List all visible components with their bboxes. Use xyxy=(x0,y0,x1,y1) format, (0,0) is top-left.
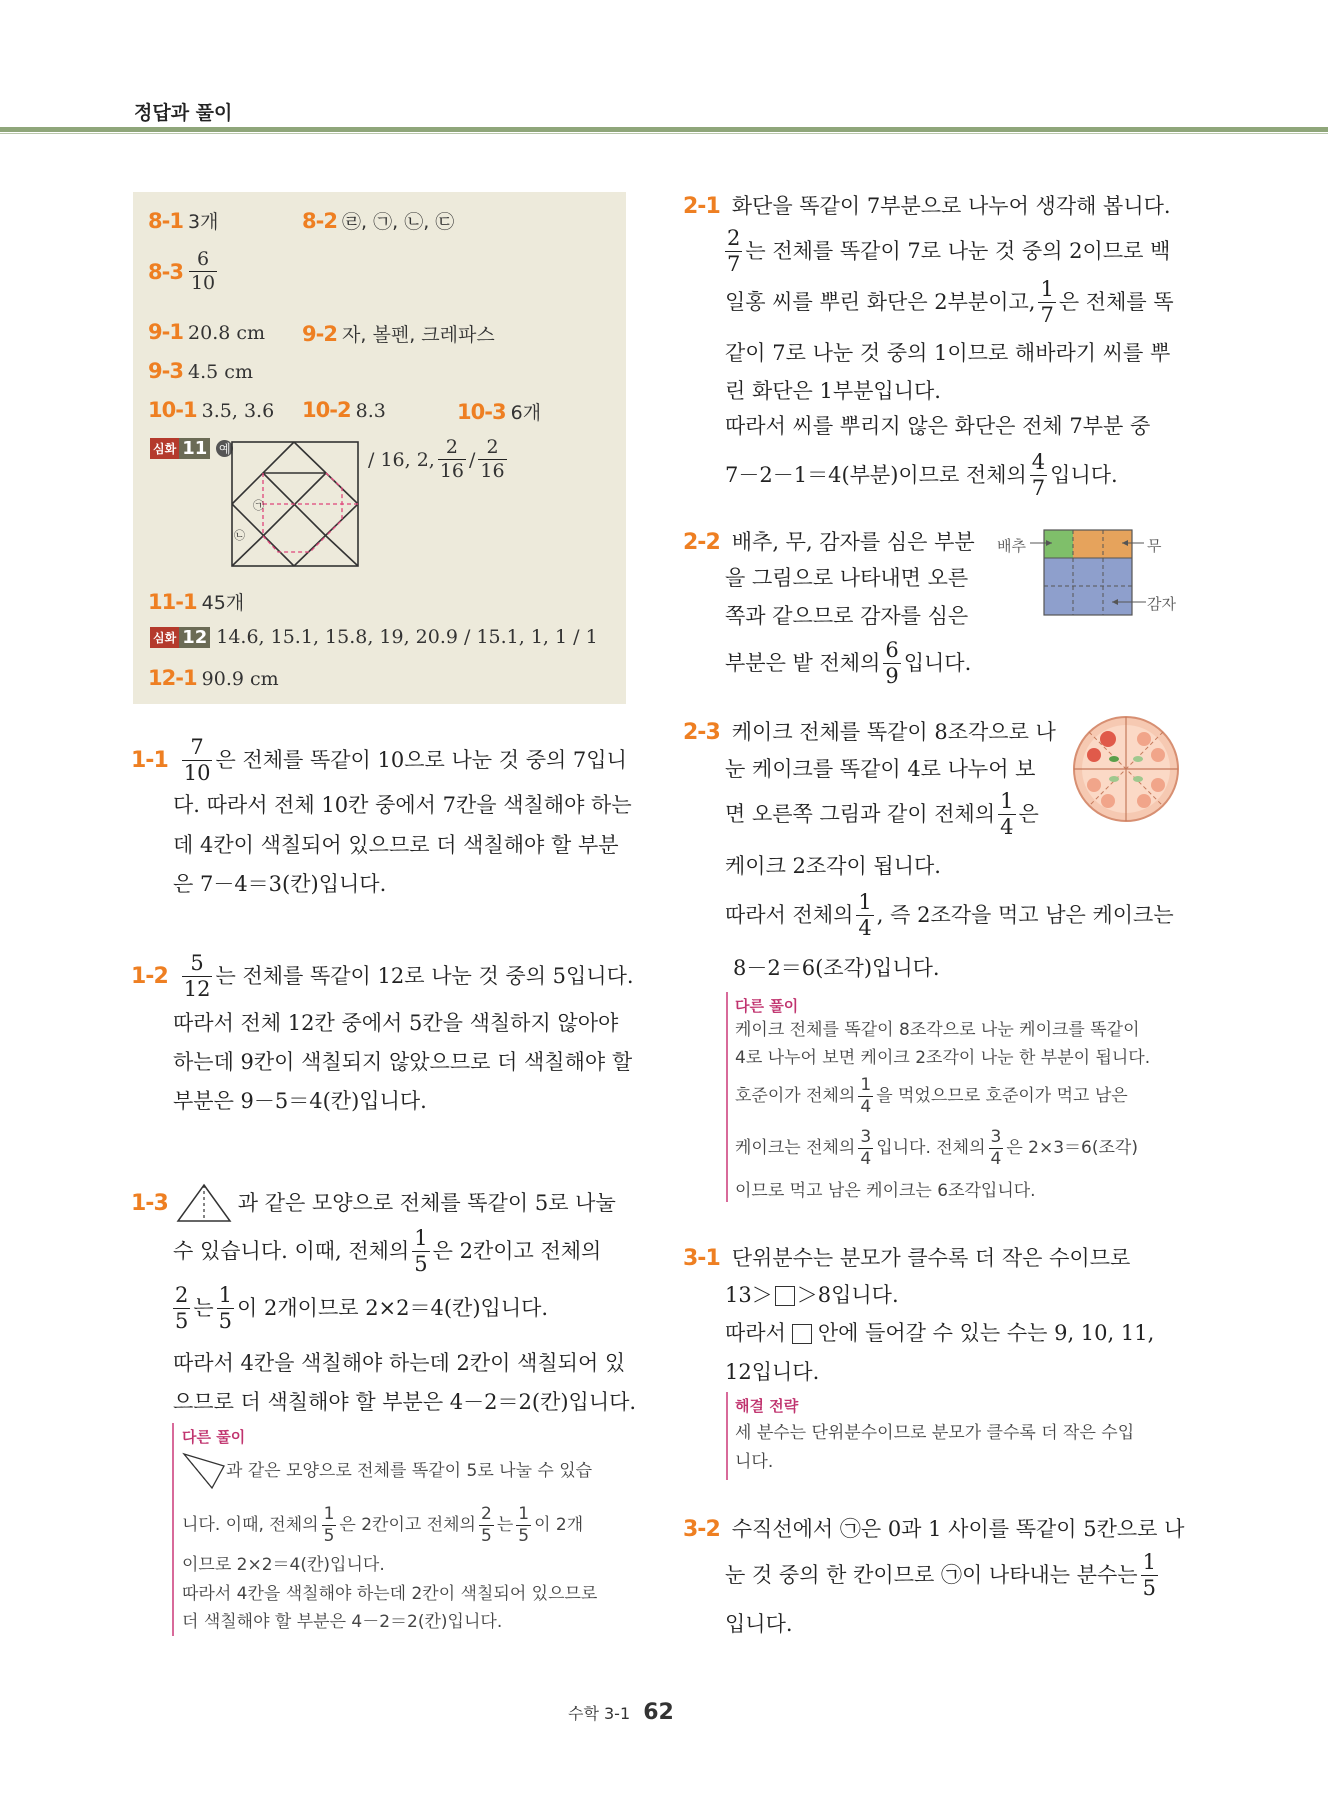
page-footer xyxy=(568,1700,674,1725)
footer-book: 수학 3-1 xyxy=(568,1704,631,1723)
problem-1-2-line2: 따라서 전체 12칸 중에서 5칸을 색칠하지 않아야 xyxy=(173,1011,619,1035)
arrow-potato-icon xyxy=(1110,597,1146,607)
problem-3-1-note-line1: 세 분수는 단위분수이므로 분모가 클수록 더 작은 수입 xyxy=(735,1423,1135,1443)
problem-2-3-line3: 면 오른쪽 그림과 같이 전체의 $\frac{1}{4}$ 은 xyxy=(725,789,1039,839)
problem-2-3-line4: 케이크 2조각이 됩니다. xyxy=(725,854,941,878)
problem-2-3-line5: 따라서 전체의 $\frac{1}{4}$ , 즉 2조각을 먹고 남은 케이크는 xyxy=(725,890,1174,940)
cake-pie-diagram xyxy=(1072,715,1180,823)
problem-1-1-line3: 데 4칸이 색칠되어 있으므로 더 색칠해야 할 부분 xyxy=(173,833,619,857)
problem-2-1-line5: 린 화단은 1부분입니다. xyxy=(725,379,941,403)
problem-3-1-note-title: 해결 전략 xyxy=(735,1397,799,1415)
problem-1-1-line4: 은 7－4＝3(칸)입니다. xyxy=(173,872,387,896)
answer-10-2: 10-2 8.3 xyxy=(302,398,386,422)
problem-2-1-line1: 2-1 화단을 똑같이 7부분으로 나누어 생각해 봅니다. xyxy=(683,194,1171,219)
answer-8-1: 8-1 3개 xyxy=(148,209,219,233)
problem-3-2-line2: 눈 것 중의 한 칸이므로 ㉠이 나타내는 분수는 $\frac{1}{5}$ xyxy=(725,1550,1156,1600)
answer-8-3: 8-3 $\frac{6}{10}$ xyxy=(148,248,216,294)
problem-3-1-line1: 3-1 단위분수는 분모가 클수록 더 작은 수이므로 xyxy=(683,1246,1131,1271)
problem-2-3-note-line3: 호준이가 전체의 $\frac{1}{4}$ 을 먹었으므로 호준이가 먹고 남은 xyxy=(735,1075,1128,1117)
problem-2-2-line3: 쪽과 같으므로 감자를 심은 xyxy=(725,604,969,628)
answer-10-3: 10-3 6개 xyxy=(457,400,542,424)
problem-2-2-line1: 2-2 배추, 무, 감자를 심은 부분 xyxy=(683,530,975,555)
problem-2-1-line2: $\frac{2}{7}$ 는 전체를 똑같이 7로 나눈 것 중의 2이므로 백 xyxy=(727,226,1171,276)
answer-10-1: 10-1 3.5, 3.6 xyxy=(148,398,275,422)
problem-1-3-line1: 1-3 과 같은 모양으로 전체를 똑같이 5로 나눌 xyxy=(131,1183,616,1223)
problem-3-1-line4: 12입니다. xyxy=(725,1360,820,1384)
answer-8-2: 8-2 ㉣, ㉠, ㉡, ㉢ xyxy=(302,209,455,233)
blank-box-icon xyxy=(792,1324,812,1344)
problem-2-3-note-line1: 케이크 전체를 똑같이 8조각으로 나눈 케이크를 똑같이 xyxy=(735,1020,1140,1040)
problem-3-1-note-line2: 니다. xyxy=(735,1452,774,1472)
blank-box-icon xyxy=(775,1286,795,1306)
tangram-mark-2: ㉡ xyxy=(234,529,245,542)
problem-1-1-line2: 다. 따라서 전체 10칸 중에서 7칸을 색칠해야 하는 xyxy=(173,793,632,817)
problem-2-3-note-line4: 케이크는 전체의 $\frac{3}{4}$ 입니다. 전체의 $\frac{3}{4}$ 은 2×3＝6(조각) xyxy=(735,1127,1138,1169)
answer-12: 심화 12 14.6, 15.1, 15.8, 19, 20.9 / 15.1, 1, 1 / 1 xyxy=(150,626,598,648)
answer-12-1: 12-1 90.9 cm xyxy=(148,666,279,690)
triangle-shape-icon xyxy=(176,1183,232,1223)
problem-3-2-line3: 입니다. xyxy=(725,1612,793,1636)
page-number: 62 xyxy=(643,1700,674,1725)
tangram-square-figure xyxy=(230,440,360,568)
answer-9-1: 9-1 20.8 cm xyxy=(148,320,266,344)
label-cabbage: 배추 xyxy=(997,537,1026,555)
answer-11-1: 11-1 45개 xyxy=(148,590,245,614)
problem-2-1-line3: 일홍 씨를 뿌린 화단은 2부분이고, $\frac{1}{7}$ 은 전체를 똑 xyxy=(725,277,1174,327)
problem-3-1-line3: 따라서 안에 들어갈 수 있는 수는 9, 10, 11, xyxy=(725,1321,1155,1345)
problem-2-1-line4: 같이 7로 나눈 것 중의 1이므로 해바라기 씨를 뿌 xyxy=(725,341,1171,365)
tangram-mark-1: ㉠ xyxy=(253,499,264,512)
problem-1-3-line3: $\frac{2}{5}$ 는 $\frac{1}{5}$ 이 2개이므로 2×2＝4(칸)입니다. xyxy=(175,1283,549,1333)
answer-11-values: / 16, 2, $\frac{2}{16}$ / $\frac{2}{16}$ xyxy=(368,436,505,482)
page-header-title: 정답과 풀이 xyxy=(134,102,233,124)
problem-1-3-line5: 으므로 더 색칠해야 할 부분은 4－2＝2(칸)입니다. xyxy=(173,1390,637,1414)
problem-1-3-note-line4: 따라서 4칸을 색칠해야 하는데 2칸이 색칠되어 있으므로 xyxy=(182,1584,598,1604)
problem-2-3-note-title: 다른 풀이 xyxy=(735,997,799,1015)
problem-1-2-line3: 하는데 9칸이 색칠되지 않았으므로 더 색칠해야 할 xyxy=(173,1050,633,1074)
problem-2-3-line2: 눈 케이크를 똑같이 4로 나누어 보 xyxy=(725,757,1036,781)
problem-3-1-note xyxy=(726,1392,728,1480)
problem-1-3-line2: 수 있습니다. 이때, 전체의 $\frac{1}{5}$ 은 2칸이고 전체의 xyxy=(173,1226,602,1276)
problem-2-3-line1: 2-3 케이크 전체를 똑같이 8조각으로 나 xyxy=(683,720,1056,745)
problem-1-1-line1: 1-1 $\frac{7}{10}$ 은 전체를 똑같이 10으로 나눈 것 중의 7입니 xyxy=(131,735,627,785)
problem-3-1-line2: 13＞ ＞8입니다. xyxy=(725,1283,899,1307)
problem-1-3-note-title: 다른 풀이 xyxy=(182,1428,246,1446)
answer-9-3: 9-3 4.5 cm xyxy=(148,359,253,383)
problem-2-1-line7: 7－2－1＝4(부분)이므로 전체의 $\frac{4}{7}$ 입니다. xyxy=(725,450,1118,500)
answer-11-header: 심화 11 예 xyxy=(150,438,233,459)
problem-1-3-note-line3: 이므로 2×2＝4(칸)입니다. xyxy=(182,1555,385,1575)
label-potato: 감자 xyxy=(1147,595,1176,613)
problem-2-3-note-line5: 이므로 먹고 남은 케이크는 6조각입니다. xyxy=(735,1181,1036,1201)
problem-1-2-line1: 1-2 $\frac{5}{12}$ 는 전체를 똑같이 12로 나눈 것 중의 5입니다. xyxy=(131,951,634,1001)
problem-1-3-note xyxy=(172,1423,174,1636)
problem-2-3-note-line2: 4로 나누어 보면 케이크 2조각이 나눈 한 부분이 됩니다. xyxy=(735,1048,1151,1068)
problem-2-2-line4: 부분은 밭 전체의 $\frac{6}{9}$ 입니다. xyxy=(725,638,972,688)
problem-1-3-line4: 따라서 4칸을 색칠해야 하는데 2칸이 색칠되어 있 xyxy=(173,1351,626,1375)
problem-1-3-note-line5: 더 색칠해야 할 부분은 4－2＝2(칸)입니다. xyxy=(182,1612,503,1632)
problem-2-3-note xyxy=(726,992,728,1202)
header-divider xyxy=(0,127,1328,132)
answer-9-2: 9-2 자, 볼펜, 크레파스 xyxy=(302,322,495,346)
quad-shape-icon xyxy=(182,1452,226,1490)
header-divider-thin xyxy=(0,133,1328,134)
arrow-radish-icon xyxy=(1120,538,1144,548)
label-radish: 무 xyxy=(1147,537,1162,555)
problem-3-2-line1: 3-2 수직선에서 ㉠은 0과 1 사이를 똑같이 5칸으로 나 xyxy=(683,1517,1185,1542)
arrow-cabbage-icon xyxy=(1030,538,1054,548)
problem-1-3-note-line1: 과 같은 모양으로 전체를 똑같이 5로 나눌 수 있습 xyxy=(182,1452,592,1490)
problem-1-2-line4: 부분은 9－5＝4(칸)입니다. xyxy=(173,1089,427,1113)
problem-2-1-line6: 따라서 씨를 뿌리지 않은 화단은 전체 7부분 중 xyxy=(725,414,1151,438)
problem-2-3-line6: 8－2＝6(조각)입니다. xyxy=(733,956,940,980)
problem-1-3-note-line2: 니다. 이때, 전체의 $\frac{1}{5}$ 은 2칸이고 전체의 $\frac{2}{5}$ 는 $\frac{1}{5}$ 이 2개 xyxy=(182,1504,584,1546)
problem-2-2-line2: 을 그림으로 나타내면 오른 xyxy=(725,566,969,590)
